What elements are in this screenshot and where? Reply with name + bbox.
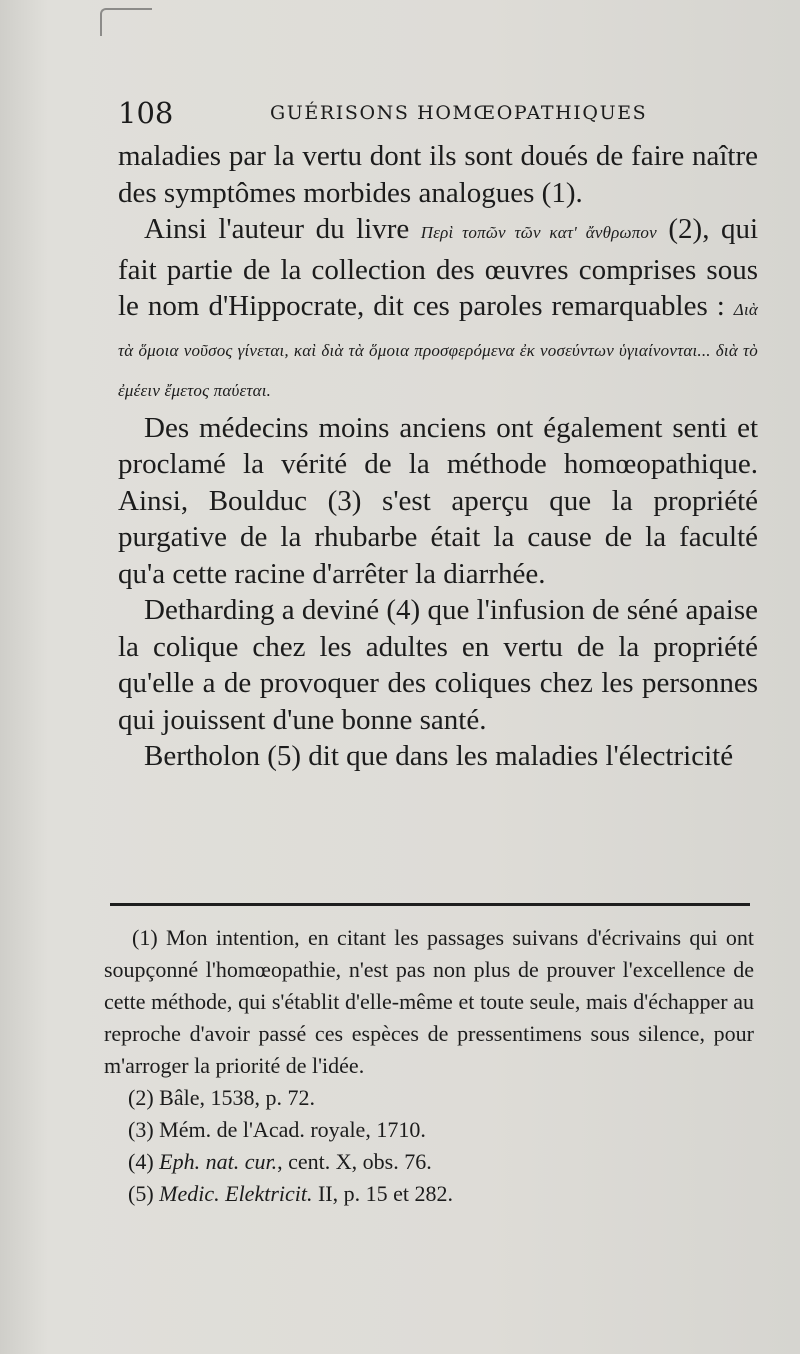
paragraph-2-intro: Ainsi l'auteur du livre [144, 213, 410, 245]
greek-book-title: Περὶ τοπῶν τῶν κατ' ἄνθρωπον [420, 223, 657, 242]
paragraph-2 [118, 211, 758, 410]
pencil-mark [100, 8, 152, 36]
page-header [118, 96, 758, 132]
running-head: GUÉRISONS HOMŒOPATHIQUES [270, 102, 648, 124]
paragraph-5: Bertholon (5) dit que dans les maladies l'électricité [144, 740, 734, 772]
paragraph-2-text: qui fait partie de la collection des œuvres comprises sous le nom d'Hippocrate, dit ces paroles remarquables : [118, 213, 759, 322]
greek-quote: Διὰ τὰ ὅμοια νοῦσος γίνεται, καὶ διὰ τὰ ὅμοια προσφερόμενα ἐκ νοσεύντων ὑγιαίνονται... διὰ τὸ ἐμέειν ἔμετος παύεται. [118, 300, 759, 400]
paragraph-4: Detharding a deviné (4) que l'infusion de séné apaise la colique chez les adultes en vertu de la propriété qu'elle a de provoquer des coliques chez les personnes qui jouissent d'une bonne santé. [118, 594, 759, 736]
footnote-4-number: (4) [128, 1149, 154, 1174]
footnote-5 [104, 1178, 754, 1210]
footnote-4-title: Eph. nat. cur. [159, 1149, 278, 1174]
paragraph-3: Des médecins moins anciens ont également senti et proclamé la vérité de la méthode homœopathique. Ainsi, Boulduc (3) s'est aperçu que la propriété purgative de la rhubarbe était la cause de la faculté qu'a cette racine d'arrêter la diarrhée. [118, 411, 758, 590]
footnote-5-number: (5) [128, 1181, 154, 1206]
footnote-ref-2: (2), [668, 213, 710, 245]
main-text [118, 138, 758, 775]
footnote-4-details: , cent. X, obs. 76. [277, 1149, 432, 1174]
footnote-5-title: Medic. Elektricit. [159, 1181, 313, 1206]
paragraph-1: maladies par la vertu dont ils sont doués de faire naître des symptômes morbides analogues (1). [118, 140, 758, 209]
footnote-5-details: II, p. 15 et 282. [317, 1181, 454, 1206]
footnotes [104, 922, 754, 1210]
footnote-2: (2) Bâle, 1538, p. 72. [128, 1085, 315, 1110]
footnote-1: (1) Mon intention, en citant les passages suivans d'écrivains qui ont soupçonné l'homœopathie, n'est pas non plus de prouver l'excellence de cette méthode, qui s'établit d'elle-même et toute seule, mais d'échapper au reproche d'avoir passé ces espèces de pressentimens sous silence, pour m'arroger la priorité de l'idée. [104, 925, 754, 1078]
footnote-4 [104, 1146, 754, 1178]
page-number: 108 [118, 96, 174, 130]
footnote-3: (3) Mém. de l'Acad. royale, 1710. [128, 1117, 426, 1142]
footnote-divider [110, 903, 750, 906]
